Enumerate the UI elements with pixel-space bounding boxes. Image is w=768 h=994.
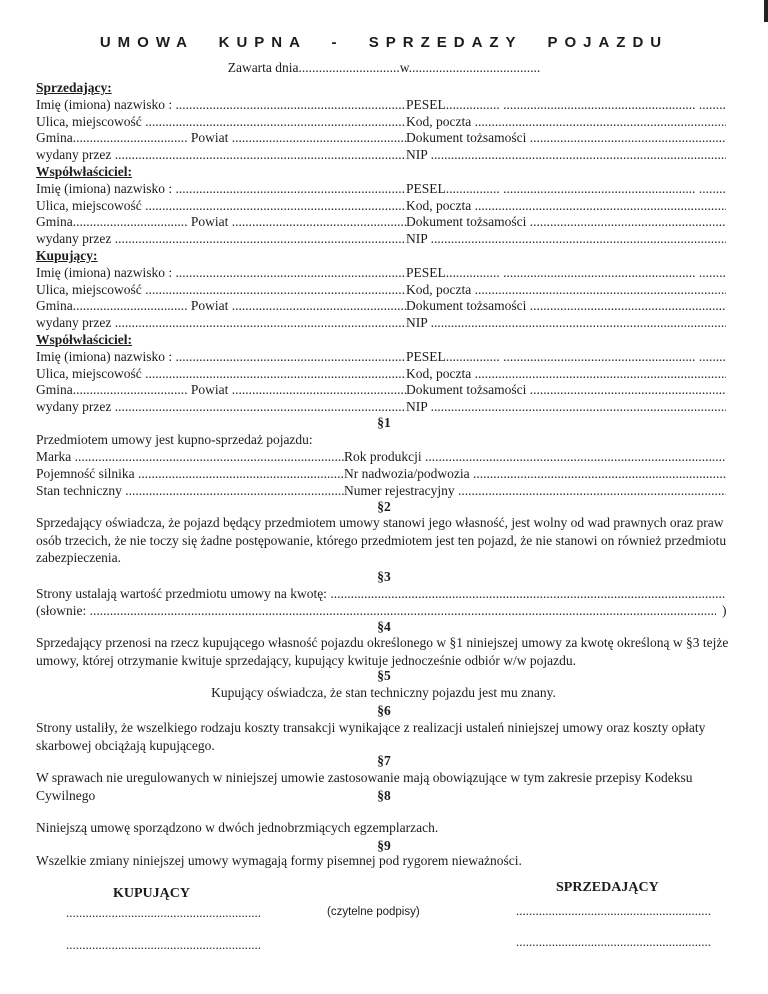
field-label-left[interactable]	[36, 113, 406, 130]
party-field-row	[36, 348, 726, 365]
field-label-right-text: Dokument tożsamości .....	[406, 130, 726, 145]
vehicle-field-left-text: Stan techniczny .....	[36, 483, 344, 498]
s2-text: Sprzedający oświadcza, że pojazd będący przedmiotem umowy stanowi jego własność, jest wolny od wad prawnych oraz praw osób trzecich, że nie toczy się żadne postępowanie, którego przedmiotem jest ten pojazd, że nie stanowi on również przedmiotu zabezpieczenia.	[36, 515, 727, 565]
party-field-row	[36, 398, 726, 415]
s3-amount-label: Strony ustalają wartość przedmiotu umowy na kwotę: .....	[36, 586, 726, 601]
field-label-left-text: Imię (imiona) nazwisko : .....	[36, 97, 406, 112]
s5-text: Kupujący oświadcza, że stan techniczny pojazdu jest mu znany.	[211, 685, 556, 700]
field-label-left-text: wydany przez .....	[36, 399, 406, 414]
section-2-mark: §2	[377, 499, 391, 514]
buyer-signature-line-1[interactable]: ............................................................	[66, 905, 261, 920]
vehicle-field-row	[36, 448, 726, 465]
field-label-right[interactable]	[406, 398, 726, 415]
field-label-right[interactable]	[406, 96, 726, 113]
party-field-row	[36, 314, 726, 331]
section-8-mark: §8	[377, 788, 391, 803]
field-label-right[interactable]	[406, 264, 726, 281]
party-field-row	[36, 365, 726, 382]
party-field-row	[36, 381, 726, 398]
field-label-left-text: Ulica, miejscowość .....	[36, 114, 406, 129]
vehicle-field-right[interactable]	[344, 448, 726, 465]
field-label-left[interactable]	[36, 365, 406, 382]
section-1-mark: §1	[377, 415, 391, 430]
field-label-left[interactable]	[36, 297, 406, 314]
vehicle-field-right-text: Numer rejestracyjny .....	[344, 483, 726, 498]
field-label-left-text: wydany przez .....	[36, 315, 406, 330]
field-label-right-text: Dokument tożsamości .....	[406, 382, 726, 397]
section-4-mark: §4	[377, 619, 391, 634]
party-field-row	[36, 129, 726, 146]
field-label-left-text: Ulica, miejscowość .....	[36, 366, 406, 381]
field-label-right[interactable]	[406, 348, 726, 365]
scan-edge-mark	[764, 0, 768, 22]
section-3-mark: §3	[377, 569, 391, 584]
field-label-left[interactable]	[36, 197, 406, 214]
party-heading: Kupujący:	[36, 248, 98, 263]
vehicle-field-right[interactable]	[344, 482, 726, 499]
seller-signature-line-1[interactable]: ............................................................	[516, 903, 711, 918]
field-label-left[interactable]	[36, 381, 406, 398]
vehicle-field-row	[36, 465, 726, 482]
vehicle-field-left[interactable]	[36, 448, 344, 465]
party-field-row	[36, 281, 726, 298]
field-label-right-text: NIP .....	[406, 231, 726, 246]
s8-text: Niniejszą umowę sporządzono w dwóch jednobrzmiących egzemplarzach.	[36, 820, 439, 835]
party-field-row	[36, 113, 726, 130]
vehicle-field-right-text: Rok produkcji .....	[344, 449, 726, 464]
date-place-line: Zawarta dnia..............................w.......................................	[227, 60, 541, 75]
field-label-right[interactable]	[406, 314, 726, 331]
field-label-left-text: Imię (imiona) nazwisko : .....	[36, 265, 406, 280]
s6-text: Strony ustaliły, że wszelkiego rodzaju koszty transakcji wynikające z realizacji ustaleń niniejszej umowy oraz koszty opłaty skarbowej obciążają kupującego.	[36, 720, 706, 753]
vehicle-field-row	[36, 482, 726, 499]
party-heading: Współwłaściciel:	[36, 332, 132, 347]
field-label-left[interactable]	[36, 146, 406, 163]
field-label-right[interactable]	[406, 213, 726, 230]
field-label-left[interactable]	[36, 129, 406, 146]
field-label-left-text: Gmina.................................. Powiat .....	[36, 130, 406, 145]
vehicle-field-left[interactable]	[36, 482, 344, 499]
party-heading: Współwłaściciel:	[36, 164, 132, 179]
field-label-right-text: PESEL................ ......................................................... .....	[406, 349, 726, 364]
vehicle-field-left[interactable]	[36, 465, 344, 482]
field-label-right-text: NIP .....	[406, 147, 726, 162]
vehicle-field-left-text: Pojemność silnika .....	[36, 466, 344, 481]
field-label-right[interactable]	[406, 129, 726, 146]
field-label-left-text: Imię (imiona) nazwisko : .....	[36, 349, 406, 364]
field-label-right[interactable]	[406, 230, 726, 247]
field-label-left[interactable]	[36, 213, 406, 230]
party-field-row	[36, 197, 726, 214]
buyer-signature-title: KUPUJĄCY	[113, 886, 190, 901]
field-label-left-text: Ulica, miejscowość .....	[36, 198, 406, 213]
field-label-left[interactable]	[36, 398, 406, 415]
field-label-right-text: NIP .....	[406, 315, 726, 330]
party-field-row	[36, 297, 726, 314]
s3-amount-line	[36, 585, 726, 602]
vehicle-field-right[interactable]	[344, 465, 726, 482]
field-label-right[interactable]	[406, 197, 726, 214]
field-label-right-text: PESEL................ ......................................................... .....	[406, 97, 726, 112]
party-field-row	[36, 230, 726, 247]
field-label-right[interactable]	[406, 381, 726, 398]
seller-signature-title: SPRZEDAJĄCY	[556, 880, 659, 895]
field-label-left-text: Gmina.................................. Powiat .....	[36, 298, 406, 313]
field-label-left[interactable]	[36, 281, 406, 298]
section-9-mark: §9	[377, 838, 391, 853]
field-label-right-text: Kod, poczta .....	[406, 198, 726, 213]
field-label-left[interactable]	[36, 264, 406, 281]
field-label-left[interactable]	[36, 180, 406, 197]
field-label-right-text: PESEL................ ......................................................... .....	[406, 265, 726, 280]
section-5-mark: §5	[377, 668, 391, 683]
party-field-row	[36, 146, 726, 163]
field-label-right-text: Kod, poczta .....	[406, 366, 726, 381]
document-title: UMOWA KUPNA - SPRZEDAZY POJAZDU	[99, 34, 669, 51]
field-label-left[interactable]	[36, 96, 406, 113]
field-label-left-text: wydany przez .....	[36, 231, 406, 246]
field-label-right-text: Kod, poczta .....	[406, 282, 726, 297]
s9-text: Wszelkie zmiany niniejszej umowy wymagają formy pisemnej pod rygorem nieważności.	[36, 853, 522, 868]
party-field-row	[36, 96, 726, 113]
field-label-right-text: PESEL................ ......................................................... .....	[406, 181, 726, 196]
field-label-right-text: Dokument tożsamości .....	[406, 214, 726, 229]
field-label-right-text: NIP .....	[406, 399, 726, 414]
field-label-left[interactable]	[36, 314, 406, 331]
party-field-row	[36, 213, 726, 230]
field-label-left-text: Gmina.................................. Powiat .....	[36, 214, 406, 229]
party-field-row	[36, 180, 726, 197]
s3-words-line	[36, 602, 716, 619]
signature-note: (czytelne podpisy)	[327, 906, 420, 918]
party-field-row	[36, 264, 726, 281]
s1-intro: Przedmiotem umowy jest kupno-sprzedaż pojazdu:	[36, 432, 313, 447]
seller-signature-line-2[interactable]: ............................................................	[516, 934, 711, 949]
s7-text: W sprawach nie uregulowanych w niniejszej umowie zastosowanie mają obowiązujące w tym zakresie przepisy Kodeksu Cywilnego	[36, 770, 693, 803]
field-label-left-text: wydany przez .....	[36, 147, 406, 162]
field-label-right[interactable]	[406, 180, 726, 197]
buyer-signature-line-2[interactable]: ............................................................	[66, 937, 261, 952]
field-label-right[interactable]	[406, 365, 726, 382]
section-7-mark: §7	[377, 753, 391, 768]
s3-close-paren: )	[722, 603, 727, 618]
field-label-right[interactable]	[406, 281, 726, 298]
field-label-right[interactable]	[406, 113, 726, 130]
field-label-left-text: Ulica, miejscowość .....	[36, 282, 406, 297]
field-label-left[interactable]	[36, 348, 406, 365]
field-label-right-text: Kod, poczta .....	[406, 114, 726, 129]
vehicle-field-right-text: Nr nadwozia/podwozia .....	[344, 466, 726, 481]
field-label-right-text: Dokument tożsamości .....	[406, 298, 726, 313]
section-6-mark: §6	[377, 703, 391, 718]
party-heading: Sprzedający:	[36, 80, 112, 95]
field-label-left-text: Imię (imiona) nazwisko : .....	[36, 181, 406, 196]
s3-words-label: (słownie: .....	[36, 603, 716, 618]
field-label-left-text: Gmina.................................. Powiat .....	[36, 382, 406, 397]
field-label-left[interactable]	[36, 230, 406, 247]
field-label-right[interactable]	[406, 146, 726, 163]
field-label-right[interactable]	[406, 297, 726, 314]
vehicle-field-left-text: Marka .....	[36, 449, 344, 464]
s4-text: Sprzedający przenosi na rzecz kupującego własność pojazdu określonego w §1 niniejszej umowy za kwotę określoną w §3 tejże umowy, której otrzymanie kwituje sprzedający, kupujący kwituje jednocześnie odbiór w/w pojazdu.	[36, 635, 729, 668]
